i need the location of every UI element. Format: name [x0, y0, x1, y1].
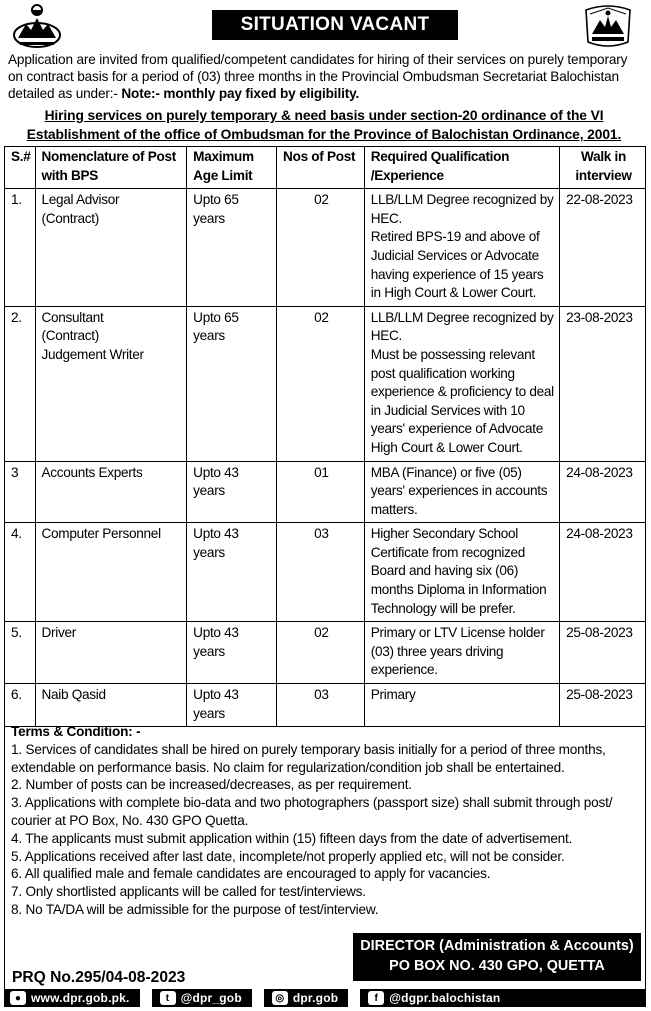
- separator: [140, 989, 152, 1007]
- posts-table: [4, 146, 646, 727]
- intro-text: Application are invited from qualified/competent candidates for hiring of their services on purely temporary on contract basis for a period of (03) three months in the Provincial Ombudsman Secretariat Balochistan detailed as under:-: [8, 52, 628, 101]
- cell-qualification: [364, 306, 559, 461]
- cell-nos: 03: [277, 684, 365, 727]
- nom-line: Computer Personnel: [41, 526, 161, 542]
- nom-line: Consultant: [41, 309, 104, 325]
- cell-walk-in: 24-08-2023: [560, 461, 646, 523]
- cell-age: Upto 43 years: [187, 461, 277, 523]
- page-title: SITUATION VACANT: [212, 10, 458, 40]
- qual-line: LLB/LLM Degree recognized by HEC.: [370, 309, 554, 344]
- header-sn: S.#: [5, 147, 36, 189]
- header-nos-of-post: Nos of Post: [277, 147, 365, 189]
- cell-sn: 5.: [5, 622, 36, 684]
- header-qualification: Required Qualification /Experience: [364, 147, 559, 189]
- nom-line: Driver: [41, 625, 76, 641]
- cell-nos: 03: [277, 523, 365, 622]
- header-nomenclature: Nomenclature of Post with BPS: [35, 147, 187, 189]
- cell-nomenclature: [35, 306, 187, 461]
- twitter-icon: t: [160, 991, 176, 1005]
- cell-age: Upto 43 years: [187, 684, 277, 727]
- cell-walk-in: 25-08-2023: [560, 622, 646, 684]
- cell-walk-in: 23-08-2023: [560, 306, 646, 461]
- nom-line: (Contract): [41, 328, 99, 344]
- facebook-handle[interactable]: @dgpr.balochistan: [389, 991, 501, 1005]
- intro-note: Note:- monthly pay fixed by eligibility.: [121, 86, 360, 101]
- cell-sn: 4.: [5, 523, 36, 622]
- table-header-row: [5, 147, 646, 189]
- hiring-line-1: Hiring services on purely temporary & need basis under section-20 ordinance of the VI: [44, 108, 604, 123]
- table-row: [5, 306, 646, 461]
- cell-nomenclature: [35, 622, 187, 684]
- footer-facebook[interactable]: [368, 991, 500, 1005]
- term-item: 4. The applicants must submit application within (15) fifteen days from the date of advertisement.: [11, 830, 573, 846]
- qual-line: Retired BPS-19 and above of Judicial Services or Advocate having experience of 15 years in High Court & Lower Court.: [370, 229, 544, 301]
- term-item: 2. Number of posts can be increased/decreases, as per requirement.: [11, 777, 412, 793]
- cell-nos: 02: [277, 622, 365, 684]
- cell-qualification: [364, 461, 559, 523]
- cell-walk-in: 22-08-2023: [560, 189, 646, 307]
- nom-line: Legal Advisor: [41, 192, 120, 208]
- cell-sn: 6.: [5, 684, 36, 727]
- cell-qualification: [364, 622, 559, 684]
- terms-title: Terms & Condition: -: [11, 724, 141, 739]
- cell-age: Upto 65 years: [187, 189, 277, 307]
- qual-line: Higher Secondary School Certificate from recognized Board and having six (06) months Diploma in Information Technology will be prefer.: [370, 526, 547, 616]
- twitter-handle[interactable]: @dpr_gob: [180, 991, 242, 1005]
- government-seal-logo: [582, 4, 634, 50]
- footer-twitter[interactable]: [160, 991, 242, 1005]
- instagram-handle[interactable]: dpr.gob: [292, 991, 339, 1005]
- cell-nos: 02: [277, 306, 365, 461]
- table-row: [5, 189, 646, 307]
- cell-age: Upto 43 years: [187, 622, 277, 684]
- term-item: 6. All qualified male and female candidates are encouraged to apply for vacancies.: [11, 866, 491, 882]
- term-item: 3. Applications with complete bio-data and two photographers (passport size) shall submit through post/ courier at PO Box, No. 430 GPO Quetta.: [11, 795, 613, 828]
- header-age-limit: Maximum Age Limit: [187, 147, 277, 189]
- nom-line: Naib Qasid: [41, 687, 106, 703]
- footer-web[interactable]: [10, 991, 130, 1005]
- cell-nomenclature: [35, 523, 187, 622]
- qual-line: Primary: [370, 687, 416, 703]
- nom-line: Judgement Writer: [41, 346, 144, 362]
- qual-line: Must be possessing relevant post qualification working experience & proficiency to deal in Judicial Services with 10 years' experience of Advocate High Court & Lower Court.: [370, 346, 554, 455]
- cell-qualification: [364, 523, 559, 622]
- nom-line: Accounts Experts: [41, 464, 143, 480]
- table-row: [5, 622, 646, 684]
- table-row: [5, 461, 646, 523]
- nom-line: (Contract): [41, 210, 99, 226]
- cell-nos: 01: [277, 461, 365, 523]
- facebook-icon: f: [368, 991, 384, 1005]
- separator: [348, 989, 360, 1007]
- cell-nomenclature: [35, 461, 187, 523]
- cell-qualification: [364, 189, 559, 307]
- table-row: [5, 523, 646, 622]
- director-address: PO BOX NO. 430 GPO, QUETTA: [389, 958, 605, 974]
- director-title: DIRECTOR (Administration & Accounts): [360, 938, 634, 954]
- globe-icon: ●: [10, 991, 26, 1005]
- cell-age: Upto 43 years: [187, 523, 277, 622]
- cell-walk-in: 25-08-2023: [560, 684, 646, 727]
- hiring-statement: [8, 106, 640, 144]
- header: [0, 0, 651, 52]
- header-walk-in: Walk in interview: [560, 147, 646, 189]
- separator: [252, 989, 264, 1007]
- cell-nomenclature: [35, 189, 187, 307]
- term-item: 7. Only shortlisted applicants will be called for test/interviews.: [11, 884, 366, 900]
- prq-number: PRQ No.295/04-08-2023: [12, 969, 186, 986]
- qual-line: LLB/LLM Degree recognized by HEC.: [370, 192, 554, 226]
- terms-list: [11, 723, 641, 919]
- term-item: 1. Services of candidates shall be hired on purely temporary basis initially for a period of three months, extendable on performance basis. No claim for regularization/condition job shall be entertained.: [11, 741, 606, 775]
- hiring-line-2: Establishment of the office of Ombudsman for the Province of Balochistan Ordinance, 2001.: [26, 127, 622, 142]
- term-item: 5. Applications received after last date, incomplete/not properly applied etc, will not be consider.: [11, 848, 565, 864]
- cell-sn: 2.: [5, 306, 36, 461]
- footer-bar: [4, 989, 646, 1007]
- footer-instagram[interactable]: [272, 991, 338, 1005]
- cell-sn: 1.: [5, 189, 36, 307]
- cell-sn: 3: [5, 461, 36, 523]
- director-box: [353, 933, 641, 981]
- cell-age: Upto 65 years: [187, 306, 277, 461]
- intro-paragraph: [8, 51, 640, 102]
- cell-walk-in: 24-08-2023: [560, 523, 646, 622]
- qual-line: MBA (Finance) or five (05) years' experiences in accounts matters.: [370, 464, 548, 517]
- balochistan-emblem-logo: [12, 2, 62, 50]
- qual-line: Primary or LTV License holder (03) three years driving experience.: [370, 625, 545, 678]
- website-link[interactable]: www.dpr.gob.pk.: [31, 991, 130, 1005]
- instagram-icon: ◎: [272, 991, 288, 1005]
- cell-nos: 02: [277, 189, 365, 307]
- term-item: 8. No TA/DA will be admissible for the purpose of test/interview.: [11, 901, 379, 917]
